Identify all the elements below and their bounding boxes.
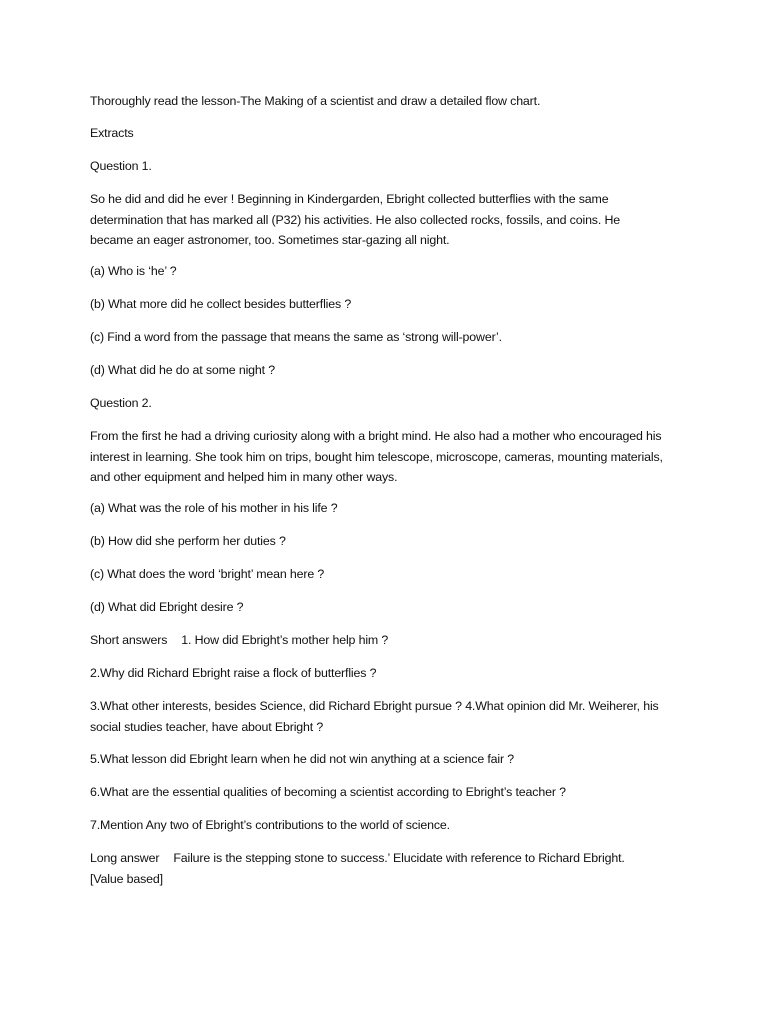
long-answer-text: Failure is the stepping stone to success.’ Elucidate with reference to Richard Ebright. [Value based] [90, 851, 625, 886]
short-answer-2: 2.Why did Richard Ebright raise a flock of butterflies ? [90, 666, 377, 680]
question2-item-b: (b) How did she perform her duties ? [90, 534, 286, 548]
short-answers-label: Short answers [90, 633, 168, 647]
question1-heading: Question 1. [90, 159, 152, 173]
question2-item-d: (d) What did Ebright desire ? [90, 600, 244, 614]
long-answer-label: Long answer [90, 851, 160, 865]
short-answers-line [90, 630, 690, 651]
question2-item-a: (a) What was the role of his mother in his life ? [90, 501, 338, 515]
long-answer-line [90, 848, 660, 889]
question1-item-a: (a) Who is ‘he’ ? [90, 264, 177, 278]
short-answer-3-4: 3.What other interests, besides Science, did Richard Ebright pursue ? 4.What opinion did Mr. Weiherer, his social studies teacher, have about Ebright ? [90, 699, 659, 734]
question1-item-b: (b) What more did he collect besides butterflies ? [90, 297, 352, 311]
short-answer-1: 1. How did Ebright’s mother help him ? [181, 633, 389, 647]
question2-passage: From the first he had a driving curiosity along with a bright mind. He also had a mother who encouraged his interest in learning. She took him on trips, bought him telescope, microscope, cameras, mounting materials, and other equipment and helped him in many other ways. [90, 429, 663, 484]
short-answer-7: 7.Mention Any two of Ebright’s contributions to the world of science. [90, 818, 450, 832]
question1-item-c: (c) Find a word from the passage that means the same as ‘strong will-power’. [90, 330, 502, 344]
question1-passage: So he did and did he ever ! Beginning in Kindergarden, Ebright collected butterflies with the same determination that has marked all (P32) his activities. He also collected rocks, fossils, and coins. He became an eager astronomer, too. Sometimes star-gazing all night. [90, 192, 620, 247]
short-answer-5: 5.What lesson did Ebright learn when he did not win anything at a science fair ? [90, 752, 514, 766]
question2-item-c: (c) What does the word ‘bright’ mean here ? [90, 567, 325, 581]
question2-heading: Question 2. [90, 396, 152, 410]
intro-text: Thoroughly read the lesson-The Making of a scientist and draw a detailed flow chart. [90, 94, 541, 108]
short-answer-6: 6.What are the essential qualities of becoming a scientist according to Ebright’s teacher ? [90, 785, 566, 799]
extracts-heading: Extracts [90, 126, 134, 140]
question1-item-d: (d) What did he do at some night ? [90, 363, 275, 377]
